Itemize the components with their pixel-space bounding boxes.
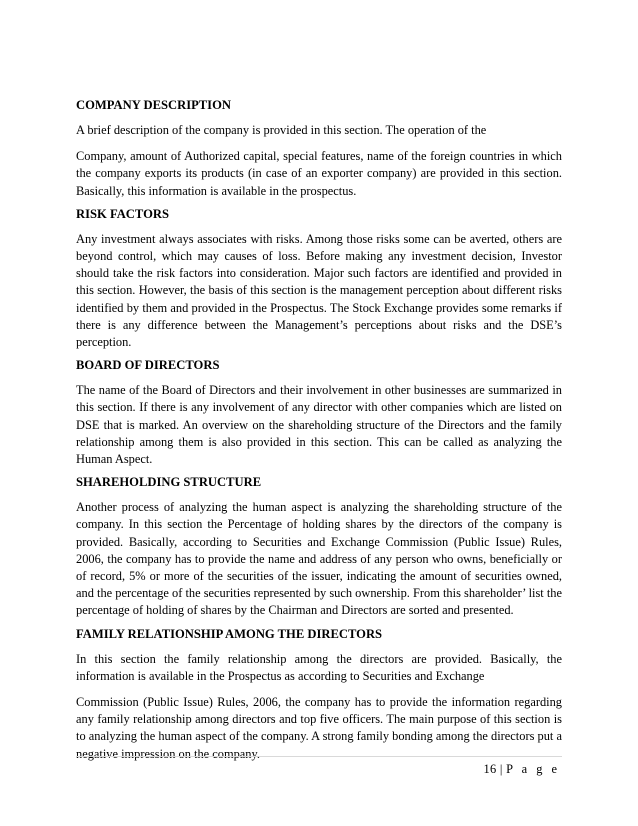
section-heading: COMPANY DESCRIPTION bbox=[76, 98, 231, 112]
page-label: P a g e bbox=[506, 762, 560, 776]
section-risk-factors bbox=[76, 206, 562, 351]
section-heading: FAMILY RELATIONSHIP AMONG THE DIRECTORS bbox=[76, 626, 383, 641]
section-heading: RISK FACTORS bbox=[76, 206, 169, 221]
section-paragraph: The name of the Board of Directors and their involvement in other businesses are summarized in this section. If there is any involvement of any director with other companies which are listed on DSE that is marked. An overview on the shareholding structure of the Directors and the family relationship among them is also provided in this section. This can be called as analyzing the Human Aspect. bbox=[76, 383, 562, 467]
section-paragraph: In this section the family relationship among the directors are provided. Basically, the information is available in the Prospectus as according to Securities and Exchange bbox=[76, 651, 562, 683]
section-family-relationship bbox=[76, 626, 562, 763]
page-content bbox=[76, 97, 562, 769]
section-board-of-directors bbox=[76, 357, 562, 468]
section-heading: BOARD OF DIRECTORS bbox=[76, 358, 220, 373]
footer-separator: | bbox=[499, 762, 503, 776]
footer-divider bbox=[76, 756, 562, 757]
section-shareholding-structure bbox=[76, 474, 562, 619]
page-footer bbox=[483, 762, 560, 777]
section-company-description bbox=[76, 97, 562, 200]
section-paragraph: Any investment always associates with risks. Among those risks some can be averted, others are beyond control, which may causes of loss. Before making any investment decision, Investor should take the risk factors into consideration. Major such factors are identified and provided in this section. However, the basis of this section is the management perception about different risks identified by them and provided in the Prospectus. The Stock Exchange provides some remarks if there is any difference between the Management’s perceptions about risks and the DSE’s perception. bbox=[76, 231, 562, 350]
page-number: 16 bbox=[483, 762, 497, 776]
section-paragraph: Another process of analyzing the human aspect is analyzing the shareholding structure of the company. In this section the Percentage of holding shares by the directors of the company is provided. Basically, according to Securities and Exchange Commission (Public Issue) Rules, 2006, the company has to provide the name and address of any person who owns, beneficially or of record, 5% or more of the securities of the issuer, indicating the amount of securities owned, and the percentage of the securities represented by such ownership. From this shareholder’ list the percentage of holding of shares by the Chairman and Directors are sorted and presented. bbox=[76, 500, 562, 618]
section-paragraph: Company, amount of Authorized capital, special features, name of the foreign countries in which the company exports its products (in case of an exporter company) are provided in this section. Basically, this information is available in the prospectus. bbox=[76, 149, 562, 198]
section-heading: SHAREHOLDING STRUCTURE bbox=[76, 475, 262, 490]
section-paragraph: Commission (Public Issue) Rules, 2006, the company has to provide the information regarding any family relationship among directors and top five officers. The main purpose of this section is to analyzing the human aspect of the company. A strong family bonding among the directors put a negative impression on the company. bbox=[76, 695, 562, 761]
section-paragraph: A brief description of the company is provided in this section. The operation of the bbox=[76, 123, 487, 137]
